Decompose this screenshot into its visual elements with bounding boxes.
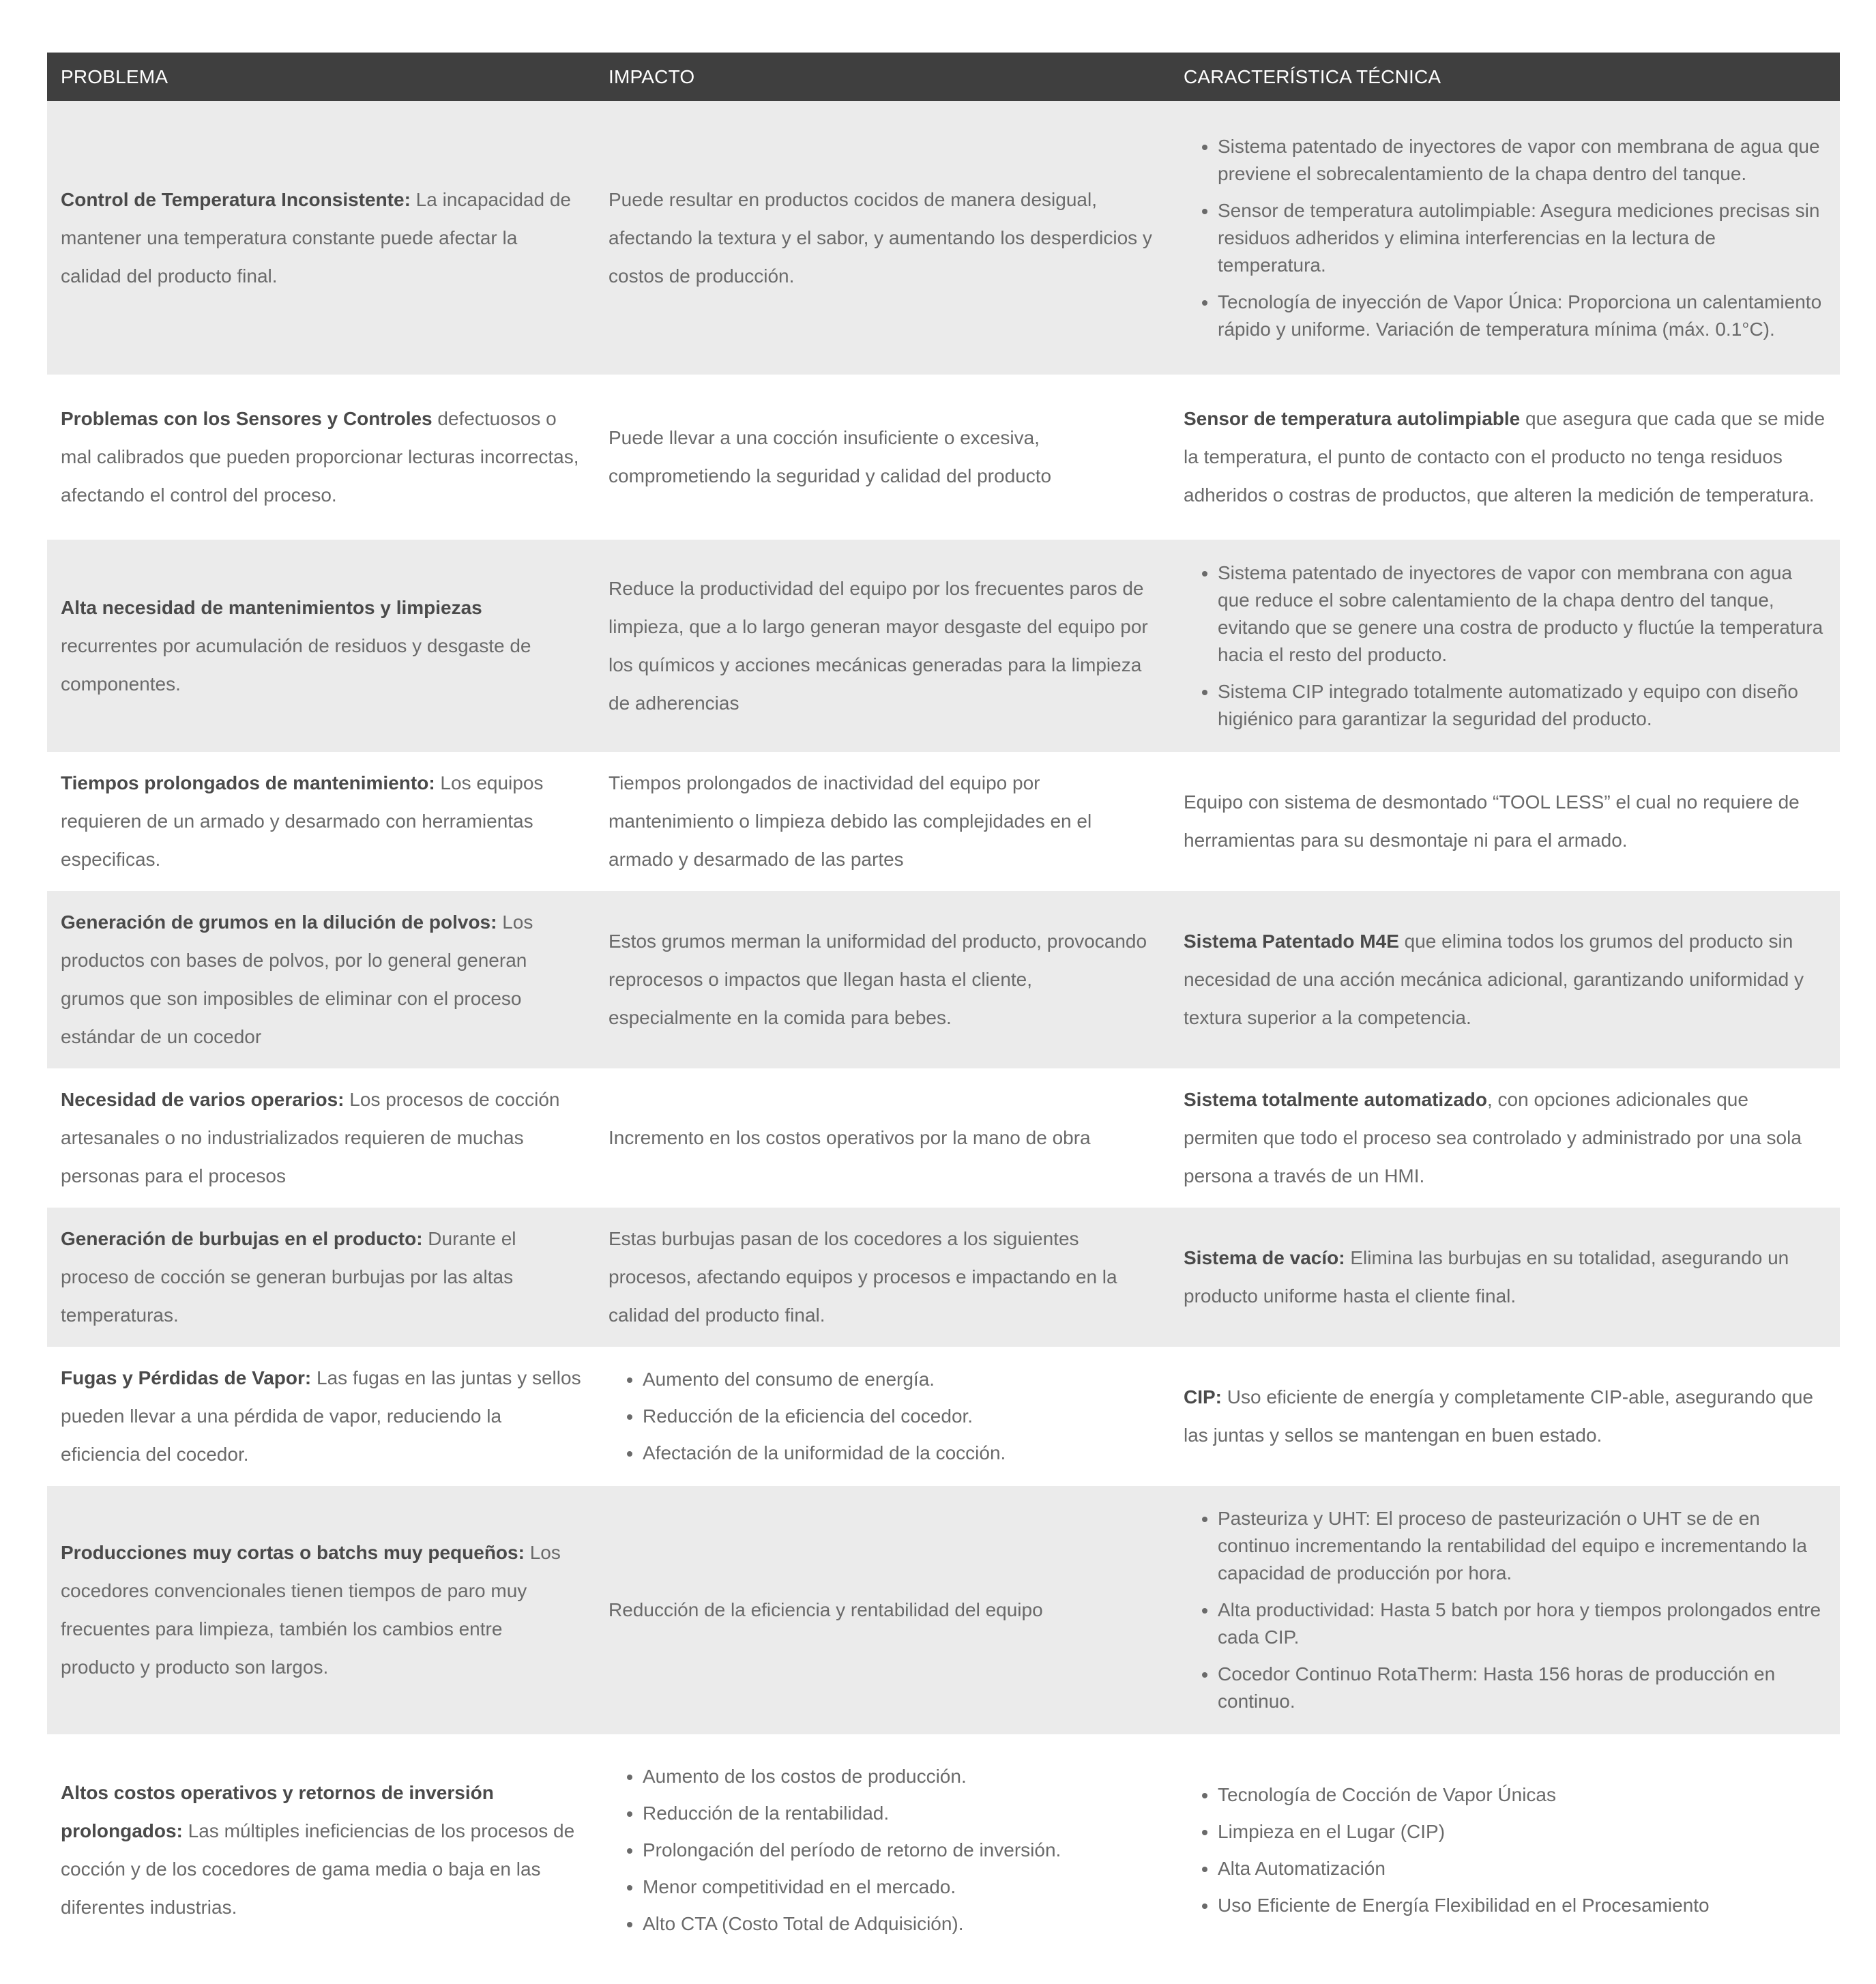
problem-text: Los equipos requieren de un armado y desarmado con herramientas especificas.: [61, 772, 544, 870]
problem-heading: Generación de burbujas en el producto:: [61, 1228, 423, 1249]
impact-cell: [595, 1486, 1170, 1734]
problem-cell: [47, 1068, 595, 1208]
problem-text: recurrentes por acumulación de residuos y desgaste de componentes.: [61, 634, 531, 695]
problem-cell: [47, 375, 595, 540]
list-item: • Uso Eficiente de Energía Flexibilidad en el Procesamiento: [1218, 1892, 1826, 1919]
table-row: [47, 1068, 1840, 1208]
feature-text: , con opciones adicionales que permiten que todo el proceso sea controlado y administrado por una sola persona a través de un HMI.: [1184, 1089, 1802, 1186]
impact-text: Incremento en los costos operativos por la mano de obra: [609, 1127, 1091, 1148]
impact-text: Puede llevar a una cocción insuficiente o excesiva, comprometiendo la seguridad y calidad del producto: [609, 427, 1052, 486]
feature-cell: [1170, 752, 1840, 891]
feature-cell: [1170, 1068, 1840, 1208]
feature-text: Uso eficiente de energía y completamente CIP-able, asegurando que las juntas y sellos se mantengan en buen estado.: [1184, 1386, 1813, 1446]
impact-cell: [595, 375, 1170, 540]
problem-heading: Altos costos operativos y retornos de inversión prolongados:: [61, 1782, 494, 1841]
impact-bullet-list: [609, 1366, 1156, 1467]
impact-text: Estas burbujas pasan de los cocedores a los siguientes procesos, afectando equipos y procesos e impactando en la calidad del producto final.: [609, 1228, 1117, 1326]
table-row: [47, 1347, 1840, 1486]
list-item: • Sistema patentado de inyectores de vapor con membrana con agua que reduce el sobre calentamiento de la chapa dentro del tanque, evitando que se genere una costra de producto y fluctúe la temperatura hacia el resto del producto.: [1218, 559, 1826, 669]
feature-bullet-list: [1184, 1781, 1826, 1919]
table-body: [47, 101, 1840, 1966]
header-impacto: IMPACTO: [595, 53, 1170, 101]
feature-text: Elimina las burbujas en su totalidad, asegurando un producto uniforme hasta el cliente final.: [1184, 1247, 1789, 1307]
list-item: • Sistema patentado de inyectores de vapor con membrana de agua que previene el sobrecalentamiento de la chapa dentro del tanque.: [1218, 133, 1826, 188]
problem-heading: Control de Temperatura Inconsistente:: [61, 188, 411, 210]
list-item: • Sistema CIP integrado totalmente automatizado y equipo con diseño higiénico para garantizar la seguridad del producto.: [1218, 678, 1826, 733]
header-row: [47, 53, 1840, 101]
table-row: [47, 891, 1840, 1068]
table-header: [47, 53, 1840, 101]
feature-text: que asegura que cada que se mide la temperatura, el punto de contacto con el producto no tenga residuos adheridos o costras de productos, que alteren la medición de temperatura.: [1184, 408, 1826, 506]
impact-text: Reduce la productividad del equipo por los frecuentes paros de limpieza, que a lo largo generan mayor desgaste del equipo por los químicos y acciones mecánicas generadas para la limpieza de adherencias: [609, 577, 1148, 714]
problem-text: Los productos con bases de polvos, por lo general generan grumos que son imposibles de eliminar con el proceso estándar de un cocedor: [61, 911, 533, 1047]
feature-cell: [1170, 1486, 1840, 1734]
problem-heading: Problemas con los Sensores y Controles: [61, 408, 433, 429]
list-item: • Prolongación del período de retorno de inversión.: [643, 1837, 1156, 1864]
feature-text: que elimina todos los grumos del producto sin necesidad de una acción mecánica adicional, garantizando uniformidad y textura superior a la competencia.: [1184, 931, 1804, 1028]
problem-text: Los procesos de cocción artesanales o no industrializados requieren de muchas personas para el procesos: [61, 1089, 560, 1186]
problem-cell: [47, 1347, 595, 1486]
comparison-table-container: [47, 53, 1840, 1966]
table-row: [47, 1208, 1840, 1347]
problem-heading: Necesidad de varios operarios:: [61, 1089, 345, 1110]
impact-text: Puede resultar en productos cocidos de manera desigual, afectando la textura y el sabor, y aumentando los desperdicios y costos de producción.: [609, 188, 1152, 287]
impact-cell: [595, 1208, 1170, 1347]
header-caracteristica-tecnica: CARACTERÍSTICA TÉCNICA: [1170, 53, 1840, 101]
list-item: • Sensor de temperatura autolimpiable: Asegura mediciones precisas sin residuos adheridos y elimina interferencias en la lectura de temperatura.: [1218, 197, 1826, 279]
feature-bullet-list: [1184, 1505, 1826, 1715]
impact-text: Tiempos prolongados de inactividad del equipo por mantenimiento o limpieza debido las complejidades en el armado y desarmado de las partes: [609, 772, 1092, 870]
problem-impact-feature-table: [47, 53, 1840, 1966]
impact-cell: [595, 891, 1170, 1068]
table-row: [47, 1486, 1840, 1734]
feature-cell: [1170, 1208, 1840, 1347]
list-item: • Alto CTA (Costo Total de Adquisición).: [643, 1910, 1156, 1938]
problem-heading: Fugas y Pérdidas de Vapor:: [61, 1367, 312, 1388]
table-row: [47, 540, 1840, 752]
feature-cell: [1170, 1347, 1840, 1486]
impact-cell: [595, 1734, 1170, 1966]
list-item: • Alta productividad: Hasta 5 batch por hora y tiempos prolongados entre cada CIP.: [1218, 1596, 1826, 1651]
feature-bullet-list: [1184, 133, 1826, 343]
list-item: • Afectación de la uniformidad de la cocción.: [643, 1440, 1156, 1467]
impact-cell: [595, 1068, 1170, 1208]
list-item: • Aumento del consumo de energía.: [643, 1366, 1156, 1393]
problem-heading: Tiempos prolongados de mantenimiento:: [61, 772, 435, 793]
feature-heading: Sistema Patentado M4E: [1184, 931, 1399, 952]
problem-cell: [47, 1486, 595, 1734]
header-problema: PROBLEMA: [47, 53, 595, 101]
feature-cell: [1170, 375, 1840, 540]
feature-cell: [1170, 101, 1840, 375]
list-item: • Aumento de los costos de producción.: [643, 1763, 1156, 1790]
list-item: • Reducción de la rentabilidad.: [643, 1800, 1156, 1827]
list-item: • Reducción de la eficiencia del cocedor.: [643, 1403, 1156, 1430]
list-item: • Pasteuriza y UHT: El proceso de pasteurización o UHT se de en continuo incrementando la rentabilidad del equipo e incrementando la capacidad de producción por hora.: [1218, 1505, 1826, 1587]
table-row: [47, 101, 1840, 375]
table-row: [47, 1734, 1840, 1966]
problem-cell: [47, 752, 595, 891]
problem-text: Los cocedores convencionales tienen tiempos de paro muy frecuentes para limpieza, también los cambios entre producto y producto son largos.: [61, 1542, 561, 1678]
problem-text: Durante el proceso de cocción se generan burbujas por las altas temperaturas.: [61, 1228, 516, 1326]
impact-text: Estos grumos merman la uniformidad del producto, provocando reprocesos o impactos que llegan hasta el cliente, especialmente en la comida para bebes.: [609, 931, 1147, 1028]
feature-bullet-list: [1184, 559, 1826, 733]
list-item: • Tecnología de inyección de Vapor Única: Proporciona un calentamiento rápido y uniforme. Variación de temperatura mínima (máx. 0.1°C).: [1218, 289, 1826, 343]
list-item: • Tecnología de Cocción de Vapor Únicas: [1218, 1781, 1826, 1809]
problem-cell: [47, 101, 595, 375]
feature-heading: Sensor de temperatura autolimpiable: [1184, 408, 1521, 429]
problem-text: Las fugas en las juntas y sellos pueden llevar a una pérdida de vapor, reduciendo la eficiencia del cocedor.: [61, 1367, 581, 1465]
problem-text: La incapacidad de mantener una temperatura constante puede afectar la calidad del producto final.: [61, 188, 571, 287]
feature-heading: Sistema totalmente automatizado: [1184, 1089, 1487, 1110]
impact-cell: [595, 101, 1170, 375]
problem-heading: Producciones muy cortas o batchs muy pequeños:: [61, 1542, 525, 1563]
feature-cell: [1170, 891, 1840, 1068]
feature-heading: CIP:: [1184, 1386, 1222, 1407]
impact-cell: [595, 752, 1170, 891]
impact-cell: [595, 540, 1170, 752]
problem-heading: Alta necesidad de mantenimientos y limpiezas: [61, 596, 482, 618]
problem-cell: [47, 1208, 595, 1347]
problem-cell: [47, 1734, 595, 1966]
feature-cell: [1170, 1734, 1840, 1966]
problem-cell: [47, 540, 595, 752]
impact-bullet-list: [609, 1763, 1156, 1938]
problem-text: defectuosos o mal calibrados que pueden proporcionar lecturas incorrectas, afectando el control del proceso.: [61, 408, 579, 506]
list-item: • Alta Automatización: [1218, 1855, 1826, 1882]
list-item: • Cocedor Continuo RotaTherm: Hasta 156 horas de producción en continuo.: [1218, 1661, 1826, 1715]
table-row: [47, 752, 1840, 891]
list-item: • Menor competitividad en el mercado.: [643, 1873, 1156, 1901]
table-row: [47, 375, 1840, 540]
problem-heading: Generación de grumos en la dilución de polvos:: [61, 911, 497, 933]
list-item: • Limpieza en el Lugar (CIP): [1218, 1818, 1826, 1846]
feature-text: Equipo con sistema de desmontado “TOOL LESS” el cual no requiere de herramientas para su desmontaje ni para el armado.: [1184, 791, 1800, 851]
problem-cell: [47, 891, 595, 1068]
problem-text: Las múltiples ineficiencias de los procesos de cocción y de los cocedores de gama media o baja en las diferentes industrias.: [61, 1820, 575, 1918]
impact-text: Reducción de la eficiencia y rentabilidad del equipo: [609, 1599, 1043, 1620]
impact-cell: [595, 1347, 1170, 1486]
feature-heading: Sistema de vacío:: [1184, 1247, 1345, 1268]
feature-cell: [1170, 540, 1840, 752]
